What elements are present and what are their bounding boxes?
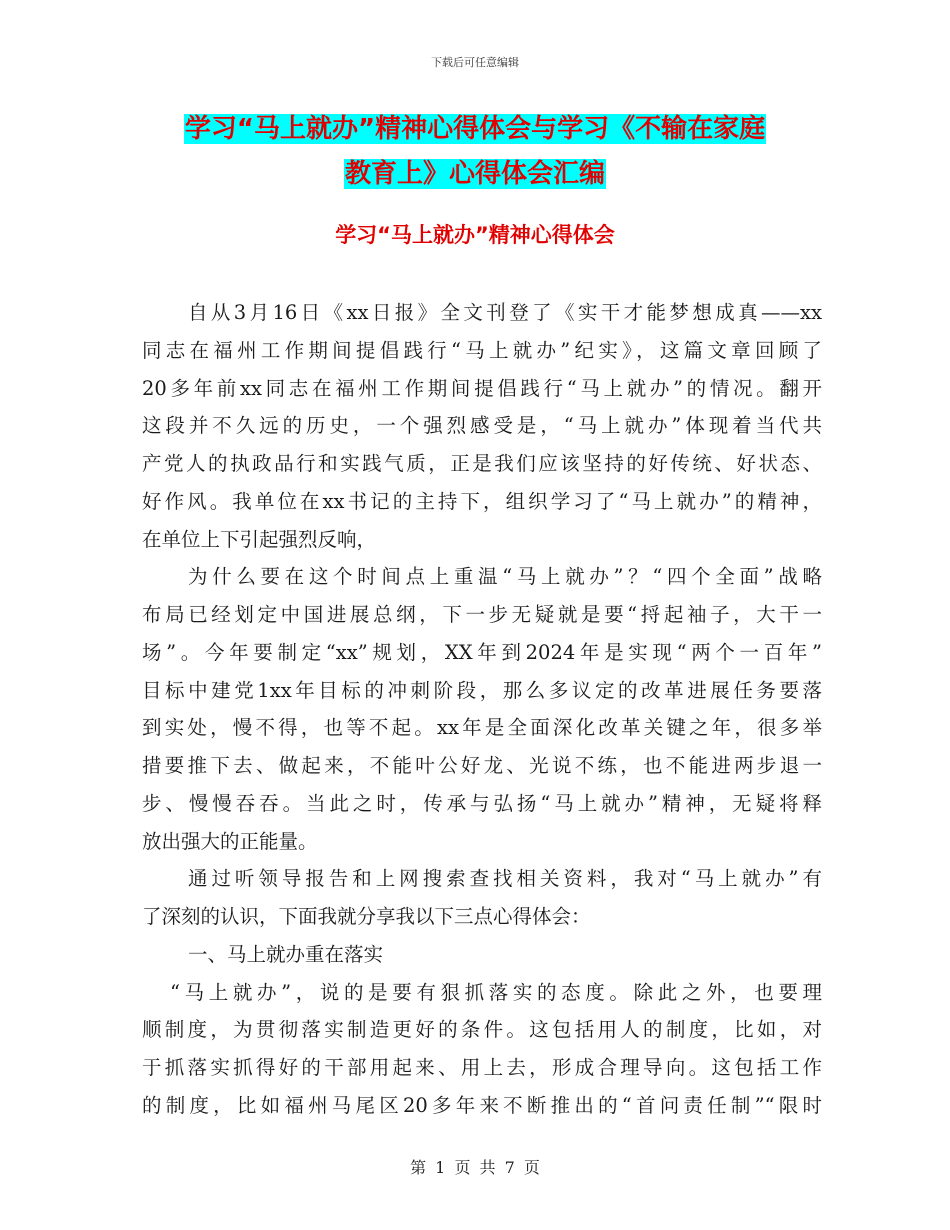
text-line: 好作风。我单位在xx书记的主持下，组织学习了“马上就办”的精神，: [142, 489, 822, 513]
text-line: 措要推下去、做起来，不能叶公好龙、光说不练，也不能进两步退一: [142, 754, 822, 777]
page-footer: 第 1 页 共 7 页: [410, 1158, 540, 1177]
text-line: 通过听领导报告和上网搜索查找相关资料，我对“马上就办”有: [188, 867, 822, 891]
section-title: 学习“马上就办”精神心得体会: [335, 223, 615, 247]
text-line: 放出强大的正能量。: [142, 829, 318, 853]
text-line: 自从3月16日《xx日报》全文刊登了《实干才能梦想成真——xx: [188, 301, 822, 324]
body-text: [142, 294, 822, 1125]
text-line: 产党人的执政品行和实践气质，正是我们应该坚持的好传统、好状态、: [142, 452, 822, 475]
text-line: 这段并不久远的历史，一个强烈感受是，“马上就办”体现着当代共: [142, 414, 822, 438]
document-title-line-2: 教育上》心得体会汇编: [344, 159, 605, 189]
text-line: 场”。今年要制定“xx”规划，XX年到2024年是实现“两个一百年”: [142, 640, 822, 664]
text-line: 布局已经划定中国进展总纲，下一步无疑就是要“捋起袖子，大干一: [142, 603, 822, 626]
text-line: “马上就办”，说的是要有狠抓落实的态度。除此之外，也要理: [170, 980, 822, 1004]
text-line: 到实处，慢不得，也等不起。xx年是全面深化改革关键之年，很多举: [142, 716, 822, 740]
text-line: 了深刻的认识，下面我就分享我以下三点心得体会：: [142, 905, 591, 928]
text-line: 同志在福州工作期间提倡践行“马上就办”纪实》，这篇文章回顾了: [142, 338, 822, 362]
text-line: 目标中建党1xx年目标的冲刺阶段，那么多议定的改革进展任务要落: [142, 678, 822, 702]
text-line: 为什么要在这个时间点上重温“马上就办”？“四个全面”战略: [188, 565, 822, 589]
document-title-line-1: 学习“马上就办”精神心得体会与学习《不输在家庭: [184, 114, 766, 144]
subheading: 一、马上就办重在落实: [188, 942, 384, 966]
text-line: 20多年前xx同志在福州工作期间提倡践行“马上就办”的情况。翻开: [142, 376, 822, 400]
text-line: 在单位上下引起强烈反响，: [142, 527, 377, 551]
header-note: 下载后可任意编辑: [431, 56, 519, 69]
text-line: 步、慢慢吞吞。当此之时，传承与弘扬“马上就办”精神，无疑将释: [142, 791, 822, 815]
text-line: 于抓落实抓得好的干部用起来、用上去，形成合理导向。这包括工作: [142, 1056, 822, 1079]
text-line: 顺制度，为贯彻落实制造更好的条件。这包括用人的制度，比如，对: [142, 1018, 822, 1042]
text-line: 的制度，比如福州马尾区20多年来不断推出的“首问责任制”“限时: [142, 1093, 822, 1117]
